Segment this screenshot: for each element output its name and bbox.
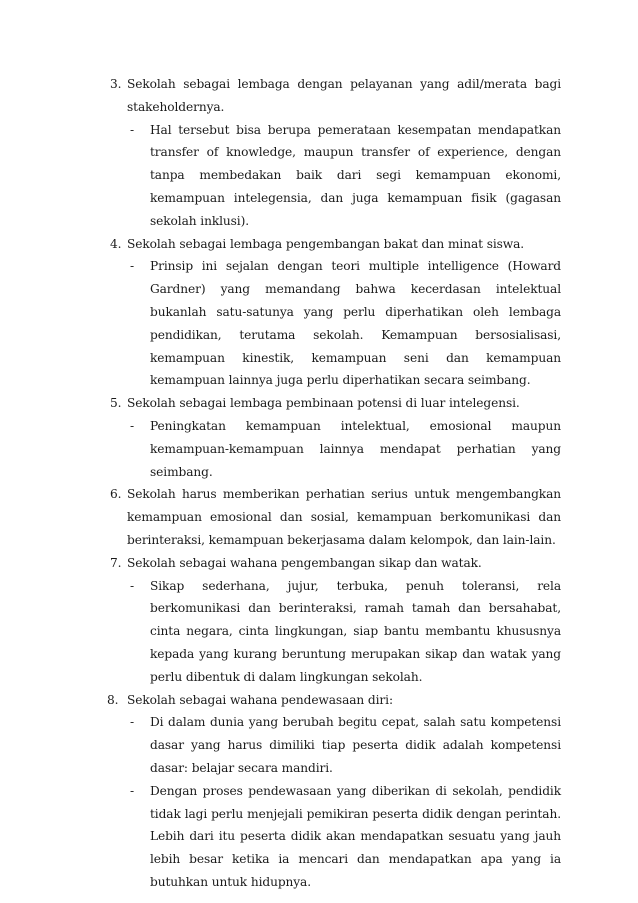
- list-item-text: Sekolah sebagai lembaga dengan pelayanan yang adil/merata bagi stakeholdernya.: [127, 77, 561, 114]
- dash-bullet: -: [130, 418, 135, 433]
- list-item-7: [0, 552, 561, 689]
- list-item-8: [0, 689, 561, 894]
- list-item-6: [0, 483, 561, 551]
- list-number: 6.: [110, 487, 122, 502]
- sub-item: [127, 255, 561, 392]
- list-item-4: [0, 233, 561, 393]
- list-number: 4.: [110, 236, 122, 251]
- list-item-text: Sekolah sebagai wahana pengembangan sikap dan watak.: [127, 555, 482, 570]
- dash-bullet: -: [130, 783, 135, 798]
- sub-item-text: Dengan proses pendewasaan yang diberikan di sekolah, pendidik tidak lagi perlu menjejali pemikiran peserta didik dengan perintah. Lebih dari itu peserta didik akan mendapatkan sesuatu yang jauh lebih besar ketika ia mencari dan mendapatkan apa yang ia butuhkan untuk hidupnya.: [150, 783, 561, 889]
- sub-item-text: Hal tersebut bisa berupa pemerataan kesempatan mendapatkan transfer of knowledge, maupun transfer of experience, dengan tanpa membedakan baik dari segi kemampuan ekonomi, kemampuan intelegensia, dan juga kemampuan fisik (gagasan sekolah inklusi).: [150, 122, 561, 228]
- sub-item-text: Sikap sederhana, jujur, terbuka, penuh toleransi, rela berkomunikasi dan berinteraksi, ramah tamah dan bersahabat, cinta negara, cinta lingkungan, siap bantu membantu khususnya kepada yang kurang beruntung merupakan sikap dan watak yang perlu dibentuk di dalam lingkungan sekolah.: [150, 578, 561, 684]
- list-number: 7.: [110, 555, 122, 570]
- list-item-text: Sekolah sebagai lembaga pengembangan bakat dan minat siswa.: [127, 236, 525, 251]
- numbered-list: [0, 73, 638, 894]
- dash-bullet: -: [130, 578, 135, 593]
- sub-item-text: Prinsip ini sejalan dengan teori multiple intelligence (Howard Gardner) yang memandang bahwa kecerdasan intelektual bukanlah satu-satunya yang perlu diperhatikan oleh lembaga pendidikan, terutama sekolah. Kemampuan bersosialisasi, kemampuan kinestik, kemampuan seni dan kemampuan kemampuan lainnya juga perlu diperhatikan secara seimbang.: [150, 259, 561, 388]
- sub-item: [127, 119, 561, 233]
- sub-item: [127, 575, 561, 689]
- list-item-text: Sekolah harus memberikan perhatian serius untuk mengembangkan kemampuan emosional dan sosial, kemampuan berkomunikasi dan berinteraksi, kemampuan bekerjasama dalam kelompok, dan lain-lain.: [127, 487, 561, 547]
- list-item-5: [0, 392, 561, 483]
- list-number: 3.: [110, 77, 122, 91]
- list-item-3: [0, 73, 561, 233]
- sub-item: [127, 780, 561, 894]
- sub-item: [127, 415, 561, 483]
- list-item-text: Sekolah sebagai wahana pendewasaan diri:: [127, 692, 393, 707]
- list-number: 8.: [107, 692, 119, 707]
- dash-bullet: -: [130, 122, 135, 137]
- sub-item: [127, 711, 561, 779]
- dash-bullet: -: [130, 715, 135, 730]
- dash-bullet: -: [130, 259, 135, 274]
- sub-item-text: Di dalam dunia yang berubah begitu cepat, salah satu kompetensi dasar yang harus dimiliki tiap peserta didik adalah kompetensi dasar: belajar secara mandiri.: [150, 715, 561, 775]
- list-number: 5.: [110, 396, 122, 411]
- sub-item-text: Peningkatan kemampuan intelektual, emosional maupun kemampuan-kemampuan lainnya mendapat perhatian yang seimbang.: [150, 418, 561, 479]
- list-item-text: Sekolah sebagai lembaga pembinaan potensi di luar intelegensi.: [127, 396, 520, 411]
